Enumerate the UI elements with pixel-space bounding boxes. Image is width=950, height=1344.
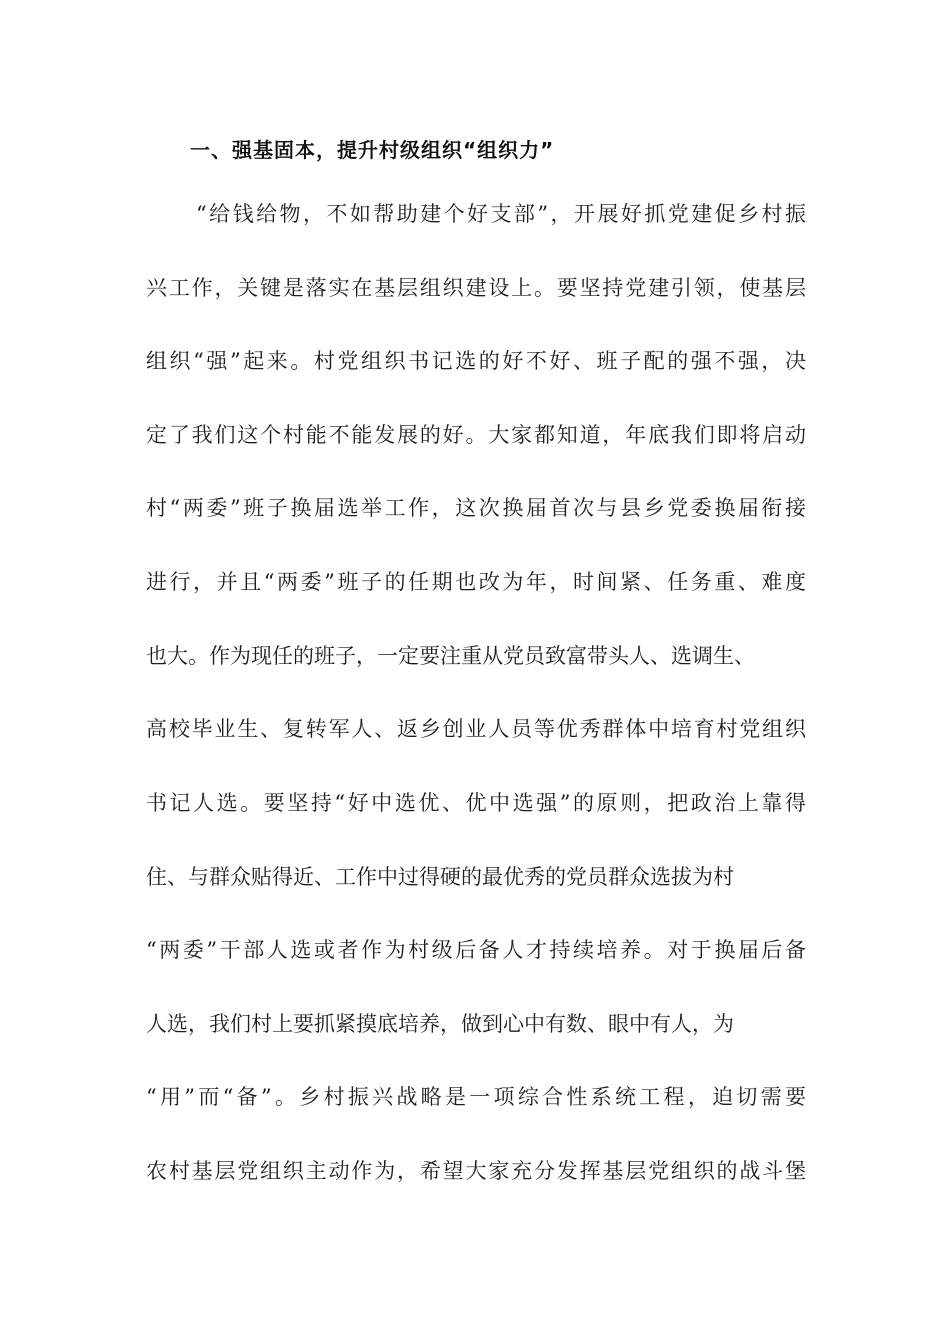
paragraph-line: 高校毕业生、复转军人、返乡创业人员等优秀群体中培育村党组织 bbox=[146, 717, 806, 741]
paragraph-line: “用”而“备”。乡村振兴战略是一项综合性系统工程，迫切需要 bbox=[146, 1085, 806, 1109]
paragraph-line: 兴工作，关键是落实在基层组织建设上。要坚持党建引领，使基层 bbox=[146, 276, 806, 300]
paragraph-line: 定了我们这个村能不能发展的好。大家都知道，年底我们即将启动 bbox=[146, 423, 806, 447]
paragraph-line: 村“两委”班子换届选举工作，这次换届首次与县乡党委换届衔接 bbox=[146, 496, 806, 520]
paragraph-line: 也大。作为现任的班子，一定要注重从党员致富带头人、选调生、 bbox=[146, 644, 755, 668]
paragraph-line: 书记人选。要坚持“好中选优、优中选强”的原则，把政治上靠得 bbox=[146, 791, 806, 815]
paragraph-line: “给钱给物，不如帮助建个好支部”，开展好抓党建促乡村振 bbox=[196, 202, 806, 226]
paragraph-line: 进行，并且“两委”班子的任期也改为年，时间紧、任务重、难度 bbox=[146, 570, 806, 594]
paragraph-line: 组织“强”起来。村党组织书记选的好不好、班子配的强不强，决 bbox=[146, 349, 806, 373]
paragraph-line: 人选，我们村上要抓紧摸底培养，做到心中有数、眼中有人，为 bbox=[146, 1012, 734, 1036]
paragraph-line: 住、与群众贴得近、工作中过得硬的最优秀的党员群众选拔为村 bbox=[146, 865, 734, 889]
paragraph-line: “两委”干部人选或者作为村级后备人才持续培养。对于换届后备 bbox=[146, 938, 806, 962]
paragraph-line: 农村基层党组织主动作为，希望大家充分发挥基层党组织的战斗堡 bbox=[146, 1159, 806, 1183]
section-heading: 一、强基固本，提升村级组织“组织力” bbox=[190, 138, 555, 162]
